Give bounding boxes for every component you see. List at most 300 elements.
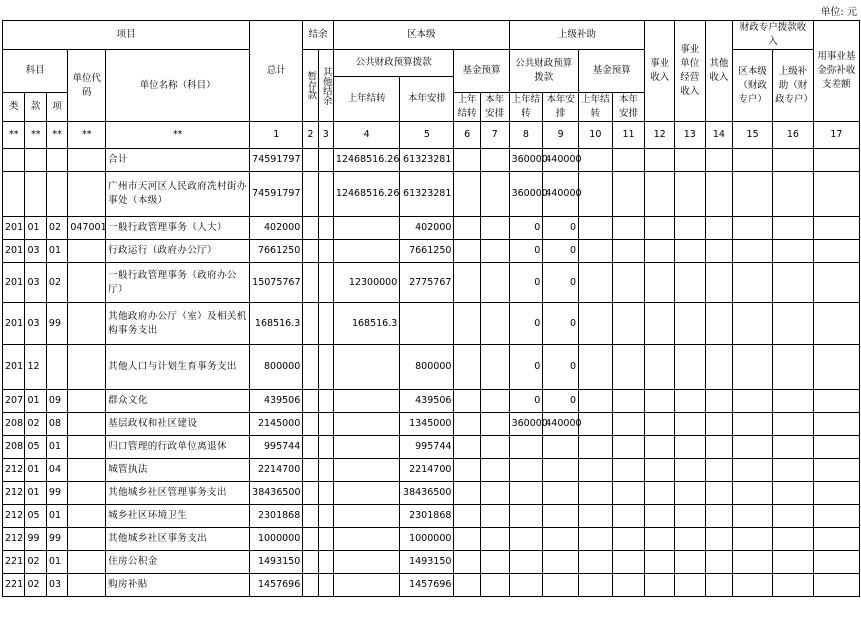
- code-cell: 1: [250, 122, 303, 149]
- cell-last-year-balance: [333, 551, 399, 574]
- cell-total: 800000: [250, 345, 303, 390]
- cell-unit-code: [68, 149, 106, 172]
- cell-district-special: [733, 263, 773, 303]
- cell-district-special: [733, 505, 773, 528]
- cell-district-special: [733, 390, 773, 413]
- cell-kuan: 99: [25, 528, 46, 551]
- cell-superior-special: [773, 574, 814, 597]
- cell-fund-surplus: [813, 263, 859, 303]
- cell-fund-last: [454, 217, 481, 240]
- cell-superior-special: [773, 345, 814, 390]
- cell-this-year-arrange: 402000: [400, 217, 454, 240]
- cell-total: 168516.3: [250, 303, 303, 345]
- cell-business-unit-income: [675, 574, 706, 597]
- cell-fund-this: [480, 240, 509, 263]
- cell-business-income: [645, 436, 675, 459]
- cell-other-income: [705, 303, 733, 345]
- cell-fund-this: [480, 436, 509, 459]
- code-cell: **: [25, 122, 46, 149]
- cell-business-income: [645, 390, 675, 413]
- cell-lei: 221: [3, 574, 25, 597]
- cell-fund-last: [454, 505, 481, 528]
- cell-sup-this: 440000: [543, 172, 579, 217]
- cell-unit-code: [68, 574, 106, 597]
- cell-last-year-balance: 12300000: [333, 263, 399, 303]
- cell-unit-name: 城管执法: [106, 459, 250, 482]
- header-fiscal-special: 财政专户拨款收入: [733, 21, 814, 50]
- cell-business-income: [645, 240, 675, 263]
- cell-temp-storage: [303, 505, 318, 528]
- cell-total: 2145000: [250, 413, 303, 436]
- cell-business-income: [645, 551, 675, 574]
- cell-business-income: [645, 172, 675, 217]
- cell-superior-special: [773, 436, 814, 459]
- cell-fund-surplus: [813, 436, 859, 459]
- cell-last-year-balance: 12468516.26: [333, 149, 399, 172]
- cell-fund-last: [454, 459, 481, 482]
- cell-lei: 201: [3, 263, 25, 303]
- cell-business-income: [645, 505, 675, 528]
- cell-sup-last: [509, 528, 543, 551]
- cell-sup-fund-this: [612, 172, 645, 217]
- header-fund-last: 上年结转: [454, 93, 481, 122]
- cell-xiang: 01: [46, 436, 67, 459]
- cell-last-year-balance: 12468516.26: [333, 172, 399, 217]
- cell-business-unit-income: [675, 459, 706, 482]
- header-business-unit-income: 事业单位经营收入: [675, 21, 706, 122]
- cell-kuan: 01: [25, 482, 46, 505]
- cell-unit-code: [68, 459, 106, 482]
- cell-fund-last: [454, 574, 481, 597]
- cell-other-balance: [318, 172, 333, 217]
- cell-sup-fund-this: [612, 240, 645, 263]
- cell-superior-special: [773, 459, 814, 482]
- table-row: [3, 459, 860, 482]
- header-this-year-arrange: 本年安排: [400, 77, 454, 122]
- cell-last-year-balance: [333, 482, 399, 505]
- cell-other-balance: [318, 345, 333, 390]
- header-district-level: 区本级: [333, 21, 509, 50]
- code-cell: 11: [612, 122, 645, 149]
- cell-unit-code: [68, 528, 106, 551]
- cell-xiang: 99: [46, 528, 67, 551]
- cell-district-special: [733, 528, 773, 551]
- cell-fund-surplus: [813, 574, 859, 597]
- cell-sup-fund-this: [612, 528, 645, 551]
- table-row: [3, 240, 860, 263]
- header-sup-last: 上年结转: [509, 93, 543, 122]
- cell-other-balance: [318, 303, 333, 345]
- cell-unit-name: 其他政府办公厅（室）及相关机构事务支出: [106, 303, 250, 345]
- cell-sup-this: 0: [543, 263, 579, 303]
- cell-other-income: [705, 263, 733, 303]
- cell-total: 1493150: [250, 551, 303, 574]
- cell-fund-this: [480, 482, 509, 505]
- cell-fund-this: [480, 217, 509, 240]
- cell-sup-this: [543, 551, 579, 574]
- code-cell: 4: [333, 122, 399, 149]
- cell-sup-fund-this: [612, 263, 645, 303]
- cell-this-year-arrange: 995744: [400, 436, 454, 459]
- cell-other-income: [705, 413, 733, 436]
- code-cell: **: [106, 122, 250, 149]
- cell-district-special: [733, 303, 773, 345]
- code-cell: 7: [480, 122, 509, 149]
- cell-fund-this: [480, 413, 509, 436]
- cell-lei: 201: [3, 240, 25, 263]
- cell-xiang: 03: [46, 574, 67, 597]
- cell-unit-name: 住房公积金: [106, 551, 250, 574]
- cell-lei: 212: [3, 459, 25, 482]
- cell-business-income: [645, 217, 675, 240]
- table-row: [3, 551, 860, 574]
- cell-sup-fund-this: [612, 303, 645, 345]
- header-sup-fund-this: 本年安排: [612, 93, 645, 122]
- cell-lei: 208: [3, 436, 25, 459]
- cell-other-income: [705, 172, 733, 217]
- cell-fund-last: [454, 345, 481, 390]
- header-sup-public-budget: 公共财政预算拨款: [509, 50, 578, 93]
- cell-sup-fund-this: [612, 390, 645, 413]
- cell-temp-storage: [303, 574, 318, 597]
- cell-total: 995744: [250, 436, 303, 459]
- cell-xiang: [46, 149, 67, 172]
- cell-lei: [3, 172, 25, 217]
- code-cell: **: [46, 122, 67, 149]
- cell-fund-this: [480, 505, 509, 528]
- cell-sup-last: 360000: [509, 172, 543, 217]
- cell-this-year-arrange: [400, 303, 454, 345]
- cell-superior-special: [773, 240, 814, 263]
- cell-other-balance: [318, 505, 333, 528]
- cell-sup-fund-last: [579, 172, 613, 217]
- cell-kuan: [25, 172, 46, 217]
- cell-lei: 221: [3, 551, 25, 574]
- cell-kuan: 03: [25, 240, 46, 263]
- cell-sup-fund-this: [612, 436, 645, 459]
- cell-kuan: 02: [25, 413, 46, 436]
- cell-unit-name: 基层政权和社区建设: [106, 413, 250, 436]
- header-sup-fund-last: 上年结转: [579, 93, 613, 122]
- header-superior-special: 上级补助（财政专户）: [773, 50, 814, 122]
- cell-last-year-balance: [333, 217, 399, 240]
- cell-temp-storage: [303, 413, 318, 436]
- cell-other-income: [705, 217, 733, 240]
- code-cell: 13: [675, 122, 706, 149]
- code-cell: 10: [579, 122, 613, 149]
- cell-lei: 212: [3, 528, 25, 551]
- cell-unit-code: [68, 345, 106, 390]
- cell-district-special: [733, 172, 773, 217]
- cell-other-balance: [318, 482, 333, 505]
- cell-fund-surplus: [813, 413, 859, 436]
- cell-fund-this: [480, 390, 509, 413]
- cell-lei: 201: [3, 303, 25, 345]
- cell-sup-fund-this: [612, 505, 645, 528]
- cell-district-special: [733, 436, 773, 459]
- cell-superior-special: [773, 482, 814, 505]
- code-row: [3, 122, 860, 149]
- header-other-income: 其他收入: [705, 21, 733, 122]
- cell-fund-surplus: [813, 217, 859, 240]
- cell-temp-storage: [303, 217, 318, 240]
- cell-sup-this: 0: [543, 240, 579, 263]
- table-row: [3, 345, 860, 390]
- cell-temp-storage: [303, 528, 318, 551]
- cell-fund-this: [480, 551, 509, 574]
- cell-sup-fund-last: [579, 574, 613, 597]
- cell-sup-this: [543, 436, 579, 459]
- cell-last-year-balance: 168516.3: [333, 303, 399, 345]
- cell-superior-special: [773, 505, 814, 528]
- cell-fund-last: [454, 413, 481, 436]
- cell-sup-last: 0: [509, 345, 543, 390]
- cell-sup-last: [509, 551, 543, 574]
- header-lei: 类: [3, 93, 25, 122]
- cell-sup-this: [543, 482, 579, 505]
- cell-unit-name: 一般行政管理事务（政府办公厅）: [106, 263, 250, 303]
- header-last-year-balance: 上年结转: [333, 77, 399, 122]
- cell-fund-this: [480, 303, 509, 345]
- header-fund-budget: 基金预算: [454, 50, 509, 93]
- header-fund-this: 本年安排: [480, 93, 509, 122]
- cell-total: 1457696: [250, 574, 303, 597]
- cell-superior-special: [773, 528, 814, 551]
- cell-district-special: [733, 149, 773, 172]
- cell-other-balance: [318, 436, 333, 459]
- cell-sup-last: [509, 459, 543, 482]
- cell-lei: [3, 149, 25, 172]
- cell-kuan: 05: [25, 436, 46, 459]
- cell-total: 439506: [250, 390, 303, 413]
- table-row: [3, 528, 860, 551]
- cell-other-balance: [318, 390, 333, 413]
- cell-temp-storage: [303, 551, 318, 574]
- cell-business-income: [645, 574, 675, 597]
- header-district-special: 区本级（财政专户）: [733, 50, 773, 122]
- code-cell: 2: [303, 122, 318, 149]
- cell-sup-fund-last: [579, 505, 613, 528]
- cell-sup-fund-last: [579, 217, 613, 240]
- cell-last-year-balance: [333, 459, 399, 482]
- cell-other-balance: [318, 263, 333, 303]
- cell-unit-code: [68, 551, 106, 574]
- cell-sup-last: 360000: [509, 149, 543, 172]
- header-unit-name: 单位名称（科目）: [106, 50, 250, 122]
- cell-last-year-balance: [333, 574, 399, 597]
- cell-xiang: 02: [46, 217, 67, 240]
- code-cell: 5: [400, 122, 454, 149]
- cell-other-balance: [318, 217, 333, 240]
- cell-sup-last: [509, 482, 543, 505]
- cell-temp-storage: [303, 172, 318, 217]
- cell-sup-fund-this: [612, 345, 645, 390]
- cell-this-year-arrange: 1345000: [400, 413, 454, 436]
- cell-temp-storage: [303, 263, 318, 303]
- cell-lei: 212: [3, 482, 25, 505]
- cell-fund-this: [480, 149, 509, 172]
- cell-kuan: 03: [25, 263, 46, 303]
- cell-unit-code: [68, 240, 106, 263]
- cell-sup-last: [509, 436, 543, 459]
- cell-other-income: [705, 551, 733, 574]
- cell-sup-fund-last: [579, 413, 613, 436]
- cell-sup-fund-last: [579, 459, 613, 482]
- cell-unit-code: [68, 436, 106, 459]
- table-row: [3, 436, 860, 459]
- cell-unit-name: 其他城乡社区事务支出: [106, 528, 250, 551]
- cell-district-special: [733, 217, 773, 240]
- cell-business-unit-income: [675, 149, 706, 172]
- cell-business-income: [645, 528, 675, 551]
- cell-xiang: 01: [46, 240, 67, 263]
- cell-total: 402000: [250, 217, 303, 240]
- cell-last-year-balance: [333, 436, 399, 459]
- cell-unit-name: 群众文化: [106, 390, 250, 413]
- cell-this-year-arrange: 800000: [400, 345, 454, 390]
- cell-business-unit-income: [675, 436, 706, 459]
- cell-other-income: [705, 436, 733, 459]
- cell-xiang: 02: [46, 263, 67, 303]
- cell-sup-fund-last: [579, 149, 613, 172]
- cell-kuan: 05: [25, 505, 46, 528]
- cell-fund-surplus: [813, 390, 859, 413]
- cell-unit-name: 合计: [106, 149, 250, 172]
- cell-sup-this: 0: [543, 390, 579, 413]
- cell-unit-name: 购房补贴: [106, 574, 250, 597]
- cell-sup-last: [509, 574, 543, 597]
- cell-xiang: 09: [46, 390, 67, 413]
- cell-this-year-arrange: 2214700: [400, 459, 454, 482]
- cell-fund-last: [454, 303, 481, 345]
- cell-unit-code: [68, 263, 106, 303]
- table-row: [3, 574, 860, 597]
- header-kuan: 款: [25, 93, 46, 122]
- cell-sup-this: 0: [543, 303, 579, 345]
- header-unit-code: 单位代码: [68, 50, 106, 122]
- code-cell: 17: [813, 122, 859, 149]
- cell-this-year-arrange: 61323281: [400, 149, 454, 172]
- cell-this-year-arrange: 7661250: [400, 240, 454, 263]
- cell-total: 2301868: [250, 505, 303, 528]
- cell-district-special: [733, 345, 773, 390]
- cell-fund-surplus: [813, 240, 859, 263]
- cell-sup-fund-this: [612, 574, 645, 597]
- cell-last-year-balance: [333, 528, 399, 551]
- code-cell: 12: [645, 122, 675, 149]
- cell-district-special: [733, 459, 773, 482]
- cell-sup-fund-this: [612, 217, 645, 240]
- cell-business-unit-income: [675, 240, 706, 263]
- cell-this-year-arrange: 1457696: [400, 574, 454, 597]
- cell-fund-surplus: [813, 172, 859, 217]
- cell-xiang: [46, 172, 67, 217]
- cell-other-balance: [318, 551, 333, 574]
- header-project: 项目: [3, 21, 250, 50]
- cell-last-year-balance: [333, 505, 399, 528]
- cell-business-income: [645, 149, 675, 172]
- cell-sup-last: 0: [509, 263, 543, 303]
- cell-sup-last: 360000: [509, 413, 543, 436]
- cell-fund-surplus: [813, 551, 859, 574]
- cell-fund-this: [480, 172, 509, 217]
- cell-sup-last: 0: [509, 240, 543, 263]
- cell-temp-storage: [303, 149, 318, 172]
- cell-district-special: [733, 240, 773, 263]
- cell-unit-code: 047001: [68, 217, 106, 240]
- cell-other-balance: [318, 240, 333, 263]
- cell-other-income: [705, 528, 733, 551]
- cell-last-year-balance: [333, 345, 399, 390]
- cell-kuan: 02: [25, 551, 46, 574]
- cell-other-income: [705, 459, 733, 482]
- cell-sup-fund-last: [579, 390, 613, 413]
- cell-this-year-arrange: 439506: [400, 390, 454, 413]
- cell-business-unit-income: [675, 172, 706, 217]
- cell-unit-name: 其他人口与计划生育事务支出: [106, 345, 250, 390]
- cell-fund-surplus: [813, 345, 859, 390]
- cell-unit-code: [68, 303, 106, 345]
- cell-business-unit-income: [675, 482, 706, 505]
- cell-district-special: [733, 574, 773, 597]
- cell-sup-this: [543, 574, 579, 597]
- cell-kuan: 01: [25, 390, 46, 413]
- cell-business-income: [645, 263, 675, 303]
- cell-total: 15075767: [250, 263, 303, 303]
- cell-business-unit-income: [675, 217, 706, 240]
- cell-business-unit-income: [675, 345, 706, 390]
- cell-fund-surplus: [813, 459, 859, 482]
- cell-unit-name: 归口管理的行政单位离退休: [106, 436, 250, 459]
- cell-sup-fund-last: [579, 345, 613, 390]
- cell-other-balance: [318, 149, 333, 172]
- cell-superior-special: [773, 413, 814, 436]
- cell-other-income: [705, 574, 733, 597]
- cell-business-income: [645, 413, 675, 436]
- code-cell: 6: [454, 122, 481, 149]
- cell-unit-code: [68, 482, 106, 505]
- cell-fund-this: [480, 459, 509, 482]
- cell-fund-last: [454, 390, 481, 413]
- cell-kuan: 12: [25, 345, 46, 390]
- table-row: [3, 390, 860, 413]
- cell-this-year-arrange: 38436500: [400, 482, 454, 505]
- cell-other-income: [705, 240, 733, 263]
- code-cell: 15: [733, 122, 773, 149]
- table-row: [3, 149, 860, 172]
- cell-fund-surplus: [813, 149, 859, 172]
- cell-sup-fund-last: [579, 303, 613, 345]
- cell-sup-this: [543, 505, 579, 528]
- cell-business-unit-income: [675, 390, 706, 413]
- cell-other-income: [705, 505, 733, 528]
- cell-other-income: [705, 149, 733, 172]
- cell-total: 38436500: [250, 482, 303, 505]
- table-row: [3, 505, 860, 528]
- cell-fund-last: [454, 551, 481, 574]
- header-total: 总计: [250, 21, 303, 122]
- table-row: [3, 303, 860, 345]
- cell-sup-fund-this: [612, 459, 645, 482]
- cell-fund-last: [454, 482, 481, 505]
- cell-unit-code: [68, 505, 106, 528]
- table-row: [3, 217, 860, 240]
- cell-sup-fund-last: [579, 240, 613, 263]
- cell-sup-last: [509, 505, 543, 528]
- cell-this-year-arrange: 2775767: [400, 263, 454, 303]
- cell-xiang: 01: [46, 551, 67, 574]
- cell-business-income: [645, 303, 675, 345]
